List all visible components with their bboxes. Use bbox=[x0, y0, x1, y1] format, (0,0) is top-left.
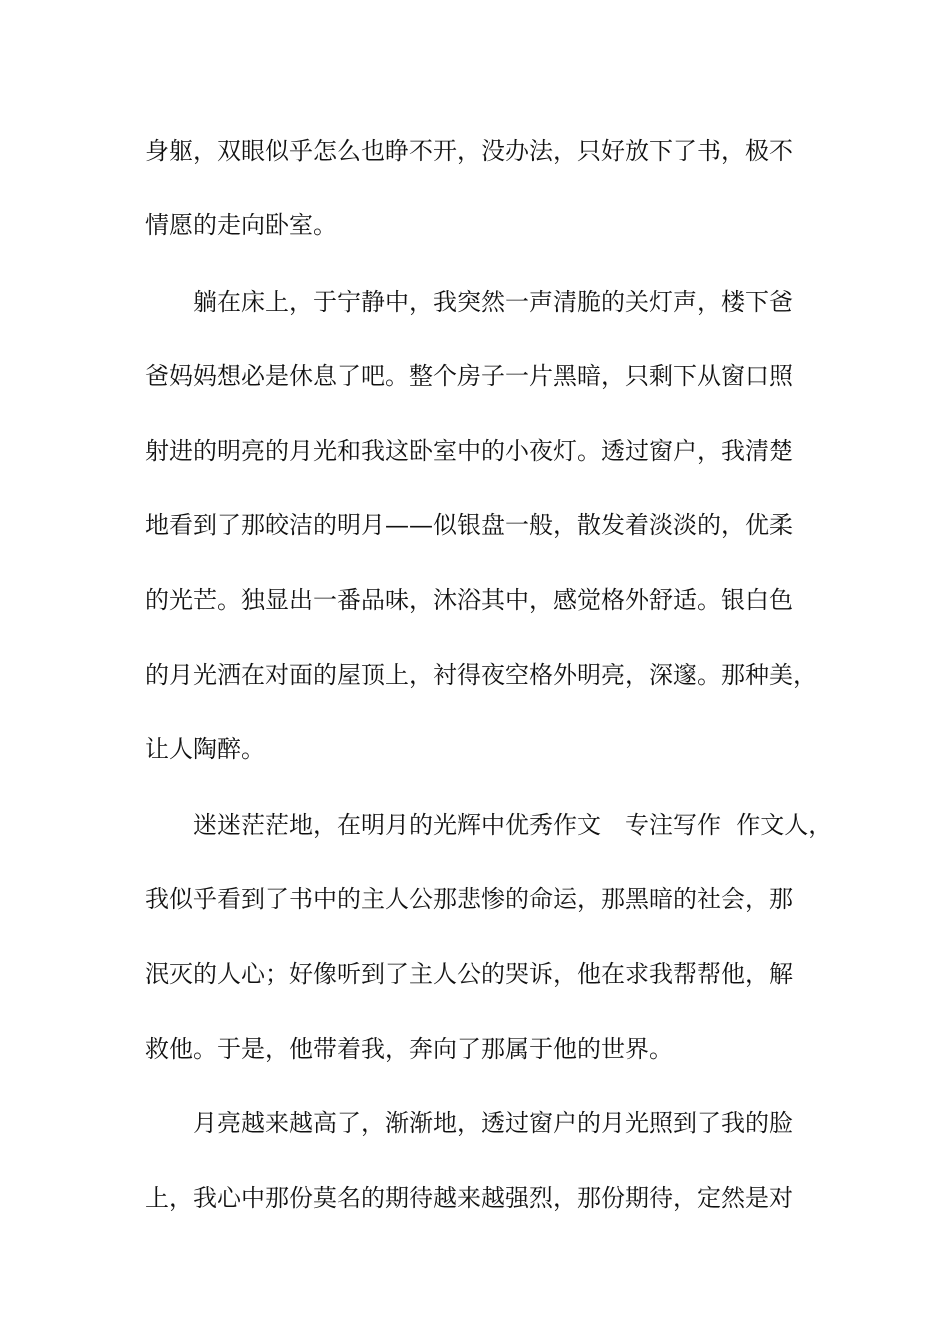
text-line: 上，我心中那份莫名的期待越来越强烈，那份期待，定然是对 bbox=[145, 1184, 793, 1212]
paragraph-start-line: 迷迷茫茫地，在明月的光辉中优秀作文 专注写作 作文人， bbox=[193, 811, 833, 839]
paragraph-start-line: 月亮越来越高了，渐渐地，透过窗户的月光照到了我的脸 bbox=[193, 1109, 793, 1137]
text-line: 我似乎看到了书中的主人公那悲惨的命运，那黑暗的社会，那 bbox=[145, 885, 793, 913]
text-line: 身躯，双眼似乎怎么也睁不开，没办法，只好放下了书，极不 bbox=[145, 137, 793, 165]
text-line: 的光芒。独显出一番品味，沐浴其中，感觉格外舒适。银白色 bbox=[145, 586, 793, 614]
text-line: 地看到了那皎洁的明月——似银盘一般，散发着淡淡的，优柔 bbox=[145, 511, 793, 539]
text-line: 的月光洒在对面的屋顶上，衬得夜空格外明亮，深邃。那种美， bbox=[145, 661, 817, 689]
paragraph-start-line: 躺在床上，于宁静中，我突然一声清脆的关灯声，楼下爸 bbox=[193, 288, 793, 316]
text-line: 射进的明亮的月光和我这卧室中的小夜灯。透过窗户，我清楚 bbox=[145, 437, 793, 465]
text-line: 情愿的走向卧室。 bbox=[145, 211, 337, 239]
text-line: 救他。于是，他带着我，奔向了那属于他的世界。 bbox=[145, 1035, 673, 1063]
text-line: 泯灭的人心；好像听到了主人公的哭诉，他在求我帮帮他，解 bbox=[145, 960, 793, 988]
text-line: 让人陶醉。 bbox=[145, 735, 265, 763]
text-line: 爸妈妈想必是休息了吧。整个房子一片黑暗，只剩下从窗口照 bbox=[145, 362, 793, 390]
